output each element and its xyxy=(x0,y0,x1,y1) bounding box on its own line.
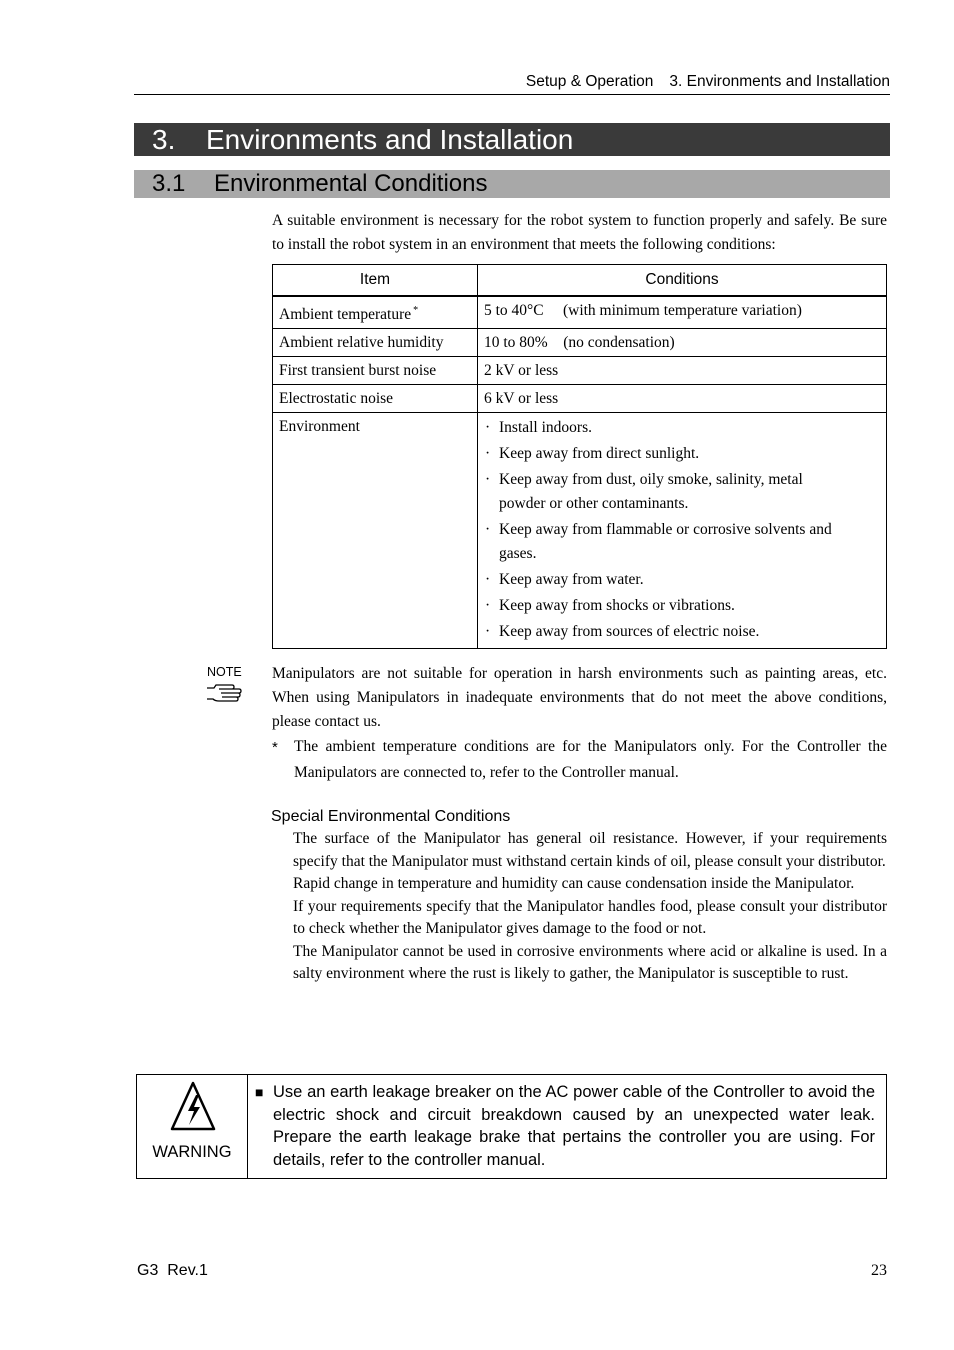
table-row xyxy=(273,329,887,357)
chapter-number: 3. xyxy=(152,124,176,155)
row-condition: 5 to 40°C (with minimum temperature variation) xyxy=(478,296,887,329)
footnote-text: The ambient temperature conditions are for the Manipulators only. For the Controller the Manipulators are connected to, refer to the Controller manual. xyxy=(294,738,887,781)
warning-box xyxy=(136,1074,887,1179)
row-item: Electrostatic noise xyxy=(273,385,478,413)
list-item xyxy=(484,442,844,466)
special-conditions-title: Special Environmental Conditions xyxy=(271,808,511,825)
section-heading xyxy=(134,170,890,198)
list-item-text: Keep away from dust, oily smoke, salinity, metal powder or other contaminants. xyxy=(499,471,803,512)
list-item xyxy=(484,594,844,618)
special-paragraph: The Manipulator cannot be used in corrosive environments where acid or alkaline is used. In a salty environment where the rust is likely to gather, the Manipulator is susceptible to rust. xyxy=(293,942,887,982)
warning-label: WARNING xyxy=(152,1143,232,1161)
list-item-text: Keep away from shocks or vibrations. xyxy=(499,597,735,614)
footnote-mark: * xyxy=(272,739,278,756)
list-item xyxy=(484,568,844,592)
footer-doc-id: G3 Rev.1 xyxy=(137,1262,208,1279)
section-number: 3.1 xyxy=(152,170,186,197)
table-header-row xyxy=(273,265,887,297)
bullet-dot: · xyxy=(485,445,491,462)
list-item-text: Keep away from flammable or corrosive solvents and gases. xyxy=(499,521,832,562)
note-label: NOTE xyxy=(207,665,242,679)
header-chapter: 3. Environments and Installation xyxy=(669,73,890,90)
warning-text: Use an earth leakage breaker on the AC power cable of the Controller to avoid the electric shock and circuit breakdown caused by an unexpected water leak. Prepare the earth leakage brake that pertains the controller you are using. For details, refer to the controller manual. xyxy=(273,1083,875,1169)
row-item: Environment xyxy=(273,413,478,649)
table-row xyxy=(273,296,887,329)
list-item-text: Keep away from sources of electric noise. xyxy=(499,623,760,640)
bullet-dot: · xyxy=(485,571,491,588)
row-condition: 2 kV or less xyxy=(478,357,887,385)
bullet-dot: · xyxy=(485,623,491,640)
list-item-text: Install indoors. xyxy=(499,419,592,436)
row-condition: 10 to 80% (no condensation) xyxy=(478,329,887,357)
row-item: Ambient relative humidity xyxy=(273,329,478,357)
bullet-dot: · xyxy=(485,419,491,436)
chapter-title: Environments and Installation xyxy=(206,124,574,155)
row-item xyxy=(273,296,478,329)
page-number: 23 xyxy=(871,1262,887,1279)
special-paragraph: Rapid change in temperature and humidity can cause condensation inside the Manipulator. xyxy=(293,875,855,892)
square-bullet-icon: ■ xyxy=(255,1084,264,1100)
table-row-environment xyxy=(273,413,887,649)
footnote-reference: * xyxy=(413,305,419,316)
running-header xyxy=(134,72,890,95)
bullet-dot: · xyxy=(485,521,491,538)
table-row xyxy=(273,385,887,413)
list-item xyxy=(484,518,844,566)
table-row xyxy=(273,357,887,385)
section-title: Environmental Conditions xyxy=(214,170,488,197)
header-item: Item xyxy=(273,265,478,297)
special-paragraph: The surface of the Manipulator has general oil resistance. However, if your requirements specify that the Manipulator must withstand certain kinds of oil, please consult your distributor. xyxy=(293,830,887,870)
intro-paragraph: A suitable environment is necessary for the robot system to function properly and safely. Be sure to install the robot system in an environment that meets the following conditions: xyxy=(272,212,887,253)
conditions-table xyxy=(272,264,887,649)
note-text: Manipulators are not suitable for operation in harsh environments such as painting areas, etc. When using Manipulators in inadequate environments that do not meet the above conditions, please contact us. xyxy=(272,665,887,730)
electric-shock-warning-icon xyxy=(170,1081,216,1133)
warning-label-cell xyxy=(137,1075,248,1178)
list-item-text: Keep away from water. xyxy=(499,571,644,588)
special-paragraph: If your requirements specify that the Manipulator handles food, please consult your distributor to check whether the Manipulator gives damage to the food or not. xyxy=(293,897,887,937)
header-conditions: Conditions xyxy=(478,265,887,297)
bullet-dot: · xyxy=(485,597,491,614)
row-condition: 6 kV or less xyxy=(478,385,887,413)
list-item xyxy=(484,620,844,644)
environment-list xyxy=(484,413,880,648)
list-item xyxy=(484,468,844,516)
list-item-text: Keep away from direct sunlight. xyxy=(499,445,700,462)
special-conditions-body xyxy=(293,828,887,986)
list-item xyxy=(484,416,844,440)
row-item: First transient burst noise xyxy=(273,357,478,385)
chapter-heading xyxy=(134,123,890,156)
row-item-text: Ambient temperature xyxy=(279,306,412,323)
bullet-dot: · xyxy=(485,471,491,488)
environment-conditions xyxy=(478,413,887,649)
pointing-hand-icon xyxy=(205,683,245,705)
header-section: Setup & Operation xyxy=(525,73,654,90)
